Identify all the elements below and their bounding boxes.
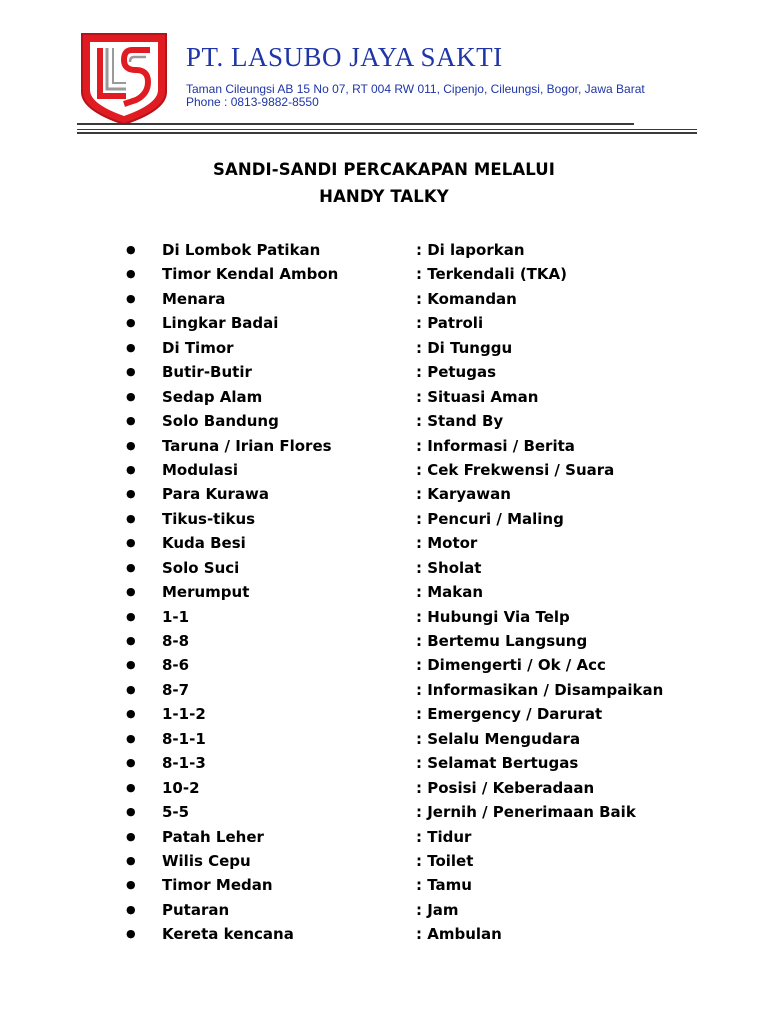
code-meaning: : Informasi / Berita: [416, 436, 575, 455]
header-divider-bottom: [77, 132, 697, 134]
code-term: Menara: [162, 289, 226, 308]
code-list-item: [0, 385, 768, 409]
bullet-icon: ●: [126, 609, 136, 623]
bullet-icon: ●: [126, 243, 136, 256]
code-meaning: : Petugas: [416, 363, 497, 382]
code-meaning: : Informasikan / Disampaikan: [416, 680, 664, 699]
bullet-icon: ●: [126, 731, 136, 745]
code-meaning: : Terkendali (TKA): [416, 265, 567, 284]
code-list-item: [0, 922, 768, 946]
code-meaning: : Jam: [416, 900, 459, 919]
code-meaning: : Stand By: [416, 412, 504, 431]
code-list-item: [0, 580, 768, 604]
code-meaning: : Selalu Mengudara: [416, 729, 581, 748]
company-name: PT. LASUBO JAYA SAKTI: [186, 42, 503, 72]
radio-code-list: [0, 238, 768, 947]
code-term: Taruna / Irian Flores: [162, 436, 332, 455]
code-meaning: : Posisi / Keberadaan: [416, 778, 595, 797]
code-list-item: [0, 800, 768, 824]
document-title-line-1: SANDI-SANDI PERCAKAPAN MELALUI: [212, 160, 556, 179]
code-meaning: : Di Tunggu: [416, 338, 513, 357]
bullet-icon: ●: [126, 805, 136, 819]
code-meaning: : Patroli: [416, 314, 484, 333]
bullet-icon: ●: [126, 340, 136, 354]
code-list-item: [0, 825, 768, 849]
code-term: Solo Suci: [162, 558, 240, 577]
bullet-icon: ●: [126, 462, 136, 476]
bullet-icon: ●: [126, 707, 136, 721]
code-meaning: : Bertemu Langsung: [416, 632, 588, 650]
code-list-item: [0, 238, 768, 262]
code-list-item: [0, 458, 768, 482]
code-list-item: [0, 849, 768, 873]
code-meaning: : Komandan: [416, 289, 517, 308]
code-term: Putaran: [162, 900, 230, 919]
code-term: Sedap Alam: [162, 387, 263, 406]
code-list-item: [0, 287, 768, 311]
code-list-item: [0, 727, 768, 751]
code-term: Wilis Cepu: [162, 851, 251, 870]
code-list-item: [0, 678, 768, 702]
code-list-item: [0, 776, 768, 800]
bullet-icon: ●: [126, 414, 136, 428]
bullet-icon: ●: [126, 682, 136, 696]
document-title-line-2: HANDY TALKY: [319, 187, 449, 206]
code-term: Di Lombok Patikan: [162, 241, 321, 259]
code-list-item: [0, 336, 768, 360]
bullet-icon: ●: [126, 267, 136, 281]
code-meaning: : Karyawan: [416, 485, 511, 504]
code-meaning: : Tidur: [416, 827, 472, 846]
code-term: Modulasi: [162, 460, 238, 479]
code-list-item: [0, 556, 768, 580]
code-list-item: [0, 702, 768, 726]
code-meaning: : Motor: [416, 534, 478, 553]
bullet-icon: ●: [126, 878, 136, 892]
header-divider-middle: [77, 129, 697, 130]
code-meaning: : Pencuri / Maling: [416, 509, 564, 528]
code-meaning: : Jernih / Penerimaan Baik: [416, 803, 636, 822]
code-meaning: : Toilet: [416, 851, 474, 870]
code-meaning: : Emergency / Darurat: [416, 705, 603, 724]
bullet-icon: ●: [126, 634, 136, 647]
code-meaning: : Tamu: [416, 876, 472, 895]
shield-logo-icon: [80, 30, 168, 126]
code-term: Di Timor: [162, 338, 234, 357]
code-term: 8-6: [162, 656, 190, 675]
code-term: 8-8: [162, 632, 190, 650]
code-term: 1-1: [162, 607, 190, 626]
code-list-item: [0, 653, 768, 677]
company-address: Taman Cileungsi AB 15 No 07, RT 004 RW 011, Cipenjo, Cileungsi, Bogor, Jawa Barat: [186, 82, 645, 96]
code-list-item: [0, 531, 768, 555]
code-list-item: [0, 751, 768, 775]
code-meaning: : Dimengerti / Ok / Acc: [416, 656, 606, 675]
bullet-icon: ●: [126, 316, 136, 330]
bullet-icon: ●: [126, 365, 136, 379]
code-list-item: [0, 311, 768, 335]
code-list-item: [0, 507, 768, 531]
code-term: Kuda Besi: [162, 534, 246, 553]
code-term: Timor Kendal Ambon: [162, 265, 339, 284]
code-meaning: : Situasi Aman: [416, 387, 539, 406]
code-term: Solo Bandung: [162, 412, 279, 431]
code-list-item: [0, 360, 768, 384]
bullet-icon: ●: [126, 853, 136, 867]
code-term: 8-1-1: [162, 729, 206, 748]
bullet-icon: ●: [126, 389, 136, 403]
code-meaning: : Di laporkan: [416, 241, 525, 259]
company-phone: Phone : 0813-9882-8550: [186, 95, 319, 109]
code-meaning: : Makan: [416, 583, 484, 602]
code-term: 8-7: [162, 680, 190, 699]
bullet-icon: ●: [126, 658, 136, 672]
code-term: Lingkar Badai: [162, 314, 279, 333]
code-term: Butir-Butir: [162, 363, 252, 382]
bullet-icon: ●: [126, 927, 136, 941]
bullet-icon: ●: [126, 291, 136, 305]
code-term: Timor Medan: [162, 876, 273, 895]
bullet-icon: ●: [126, 756, 136, 770]
code-meaning: : Cek Frekwensi / Suara: [416, 460, 615, 479]
bullet-icon: ●: [126, 780, 136, 794]
bullet-icon: ●: [126, 487, 136, 501]
code-term: Merumput: [162, 583, 250, 602]
code-list-item: [0, 434, 768, 458]
bullet-icon: ●: [126, 438, 136, 452]
code-term: Tikus-tikus: [162, 509, 256, 528]
bullet-icon: ●: [126, 560, 136, 574]
code-list-item: [0, 629, 768, 653]
bullet-icon: ●: [126, 829, 136, 843]
bullet-icon: ●: [126, 536, 136, 550]
code-list-item: [0, 873, 768, 897]
code-meaning: : Selamat Bertugas: [416, 754, 579, 773]
code-term: Para Kurawa: [162, 485, 269, 504]
company-logo: [80, 30, 168, 126]
bullet-icon: ●: [126, 585, 136, 599]
code-term: 5-5: [162, 803, 190, 822]
code-list-item: [0, 898, 768, 922]
code-term: Patah Leher: [162, 827, 264, 846]
code-meaning: : Sholat: [416, 558, 482, 577]
code-list-item: [0, 262, 768, 286]
code-term: 1-1-2: [162, 705, 206, 724]
code-list-item: [0, 409, 768, 433]
code-term: 8-1-3: [162, 754, 206, 773]
code-term: 10-2: [162, 778, 200, 797]
bullet-icon: ●: [126, 902, 136, 916]
code-meaning: : Hubungi Via Telp: [416, 607, 570, 626]
code-list-item: [0, 482, 768, 506]
bullet-icon: ●: [126, 511, 136, 525]
code-meaning: : Ambulan: [416, 925, 502, 944]
code-term: Kereta kencana: [162, 925, 294, 944]
header-divider-top: [77, 123, 634, 125]
code-list-item: [0, 605, 768, 629]
